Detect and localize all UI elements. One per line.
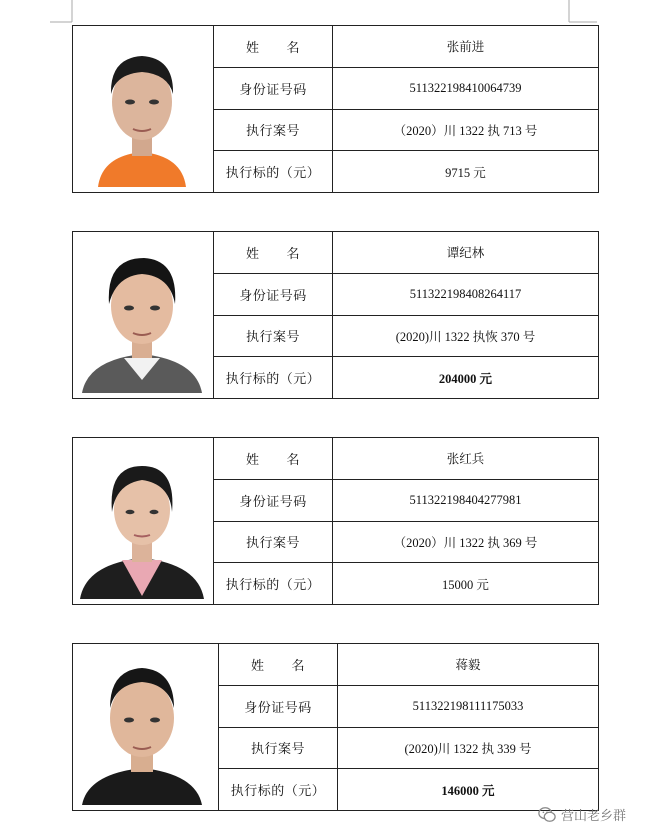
case-label: 执行案号 bbox=[214, 110, 333, 151]
name-label: 姓 名 bbox=[214, 438, 333, 479]
amount-label: 执行标的（元） bbox=[214, 563, 333, 604]
amount-label: 执行标的（元） bbox=[214, 357, 333, 398]
portrait-photo bbox=[73, 26, 214, 192]
name-row bbox=[214, 438, 598, 480]
amount-row bbox=[214, 357, 598, 398]
case-value: (2020)川 1322 执 339 号 bbox=[404, 741, 532, 756]
case-label: 执行案号 bbox=[214, 522, 333, 563]
case-row bbox=[214, 522, 598, 564]
case-value: （2020）川 1322 执 713 号 bbox=[393, 123, 538, 138]
amount-value: 15000 元 bbox=[442, 577, 489, 592]
name-label: 姓 名 bbox=[219, 644, 338, 685]
case-label: 执行案号 bbox=[219, 728, 338, 769]
amount-row bbox=[214, 563, 598, 604]
watermark bbox=[538, 805, 626, 824]
id-value: 511322198408264117 bbox=[409, 286, 522, 301]
case-row bbox=[219, 728, 598, 770]
id-row bbox=[219, 686, 598, 728]
amount-label: 执行标的（元） bbox=[219, 769, 338, 810]
id-value: 511322198410064739 bbox=[409, 80, 522, 95]
id-row bbox=[214, 274, 598, 316]
portrait-photo bbox=[73, 232, 214, 398]
name-value: 张红兵 bbox=[446, 452, 485, 467]
person-record bbox=[72, 231, 599, 399]
case-value: （2020）川 1322 执 369 号 bbox=[393, 535, 538, 550]
person-record bbox=[72, 437, 599, 605]
case-label: 执行案号 bbox=[214, 316, 333, 357]
name-row bbox=[214, 26, 598, 68]
id-row bbox=[214, 480, 598, 522]
name-label: 姓 名 bbox=[214, 26, 333, 67]
portrait-photo bbox=[73, 644, 219, 810]
id-label: 身份证号码 bbox=[214, 480, 333, 521]
id-value: 511322198111175033 bbox=[412, 698, 524, 713]
name-value: 谭纪林 bbox=[446, 246, 485, 261]
amount-row bbox=[219, 769, 598, 810]
case-value: (2020)川 1322 执恢 370 号 bbox=[395, 329, 536, 344]
id-label: 身份证号码 bbox=[219, 686, 338, 727]
person-record bbox=[72, 25, 599, 193]
case-row bbox=[214, 110, 598, 152]
id-value: 511322198404277981 bbox=[409, 492, 522, 507]
page-corner-left bbox=[50, 0, 75, 25]
name-value: 张前进 bbox=[446, 40, 485, 55]
wechat-icon bbox=[538, 806, 556, 824]
name-row bbox=[214, 232, 598, 274]
amount-value: 204000 元 bbox=[438, 371, 493, 386]
name-row bbox=[219, 644, 598, 686]
name-value: 蒋毅 bbox=[455, 658, 481, 673]
watermark-text: 营山老乡群 bbox=[560, 809, 626, 824]
id-row bbox=[214, 68, 598, 110]
person-record bbox=[72, 643, 599, 811]
id-label: 身份证号码 bbox=[214, 274, 333, 315]
case-row bbox=[214, 316, 598, 358]
portrait-photo bbox=[73, 438, 214, 604]
amount-value: 146000 元 bbox=[441, 783, 495, 798]
id-label: 身份证号码 bbox=[214, 68, 333, 109]
amount-value: 9715 元 bbox=[445, 165, 486, 180]
page-corner-right bbox=[567, 0, 597, 25]
amount-row bbox=[214, 151, 598, 192]
amount-label: 执行标的（元） bbox=[214, 151, 333, 192]
name-label: 姓 名 bbox=[214, 232, 333, 273]
